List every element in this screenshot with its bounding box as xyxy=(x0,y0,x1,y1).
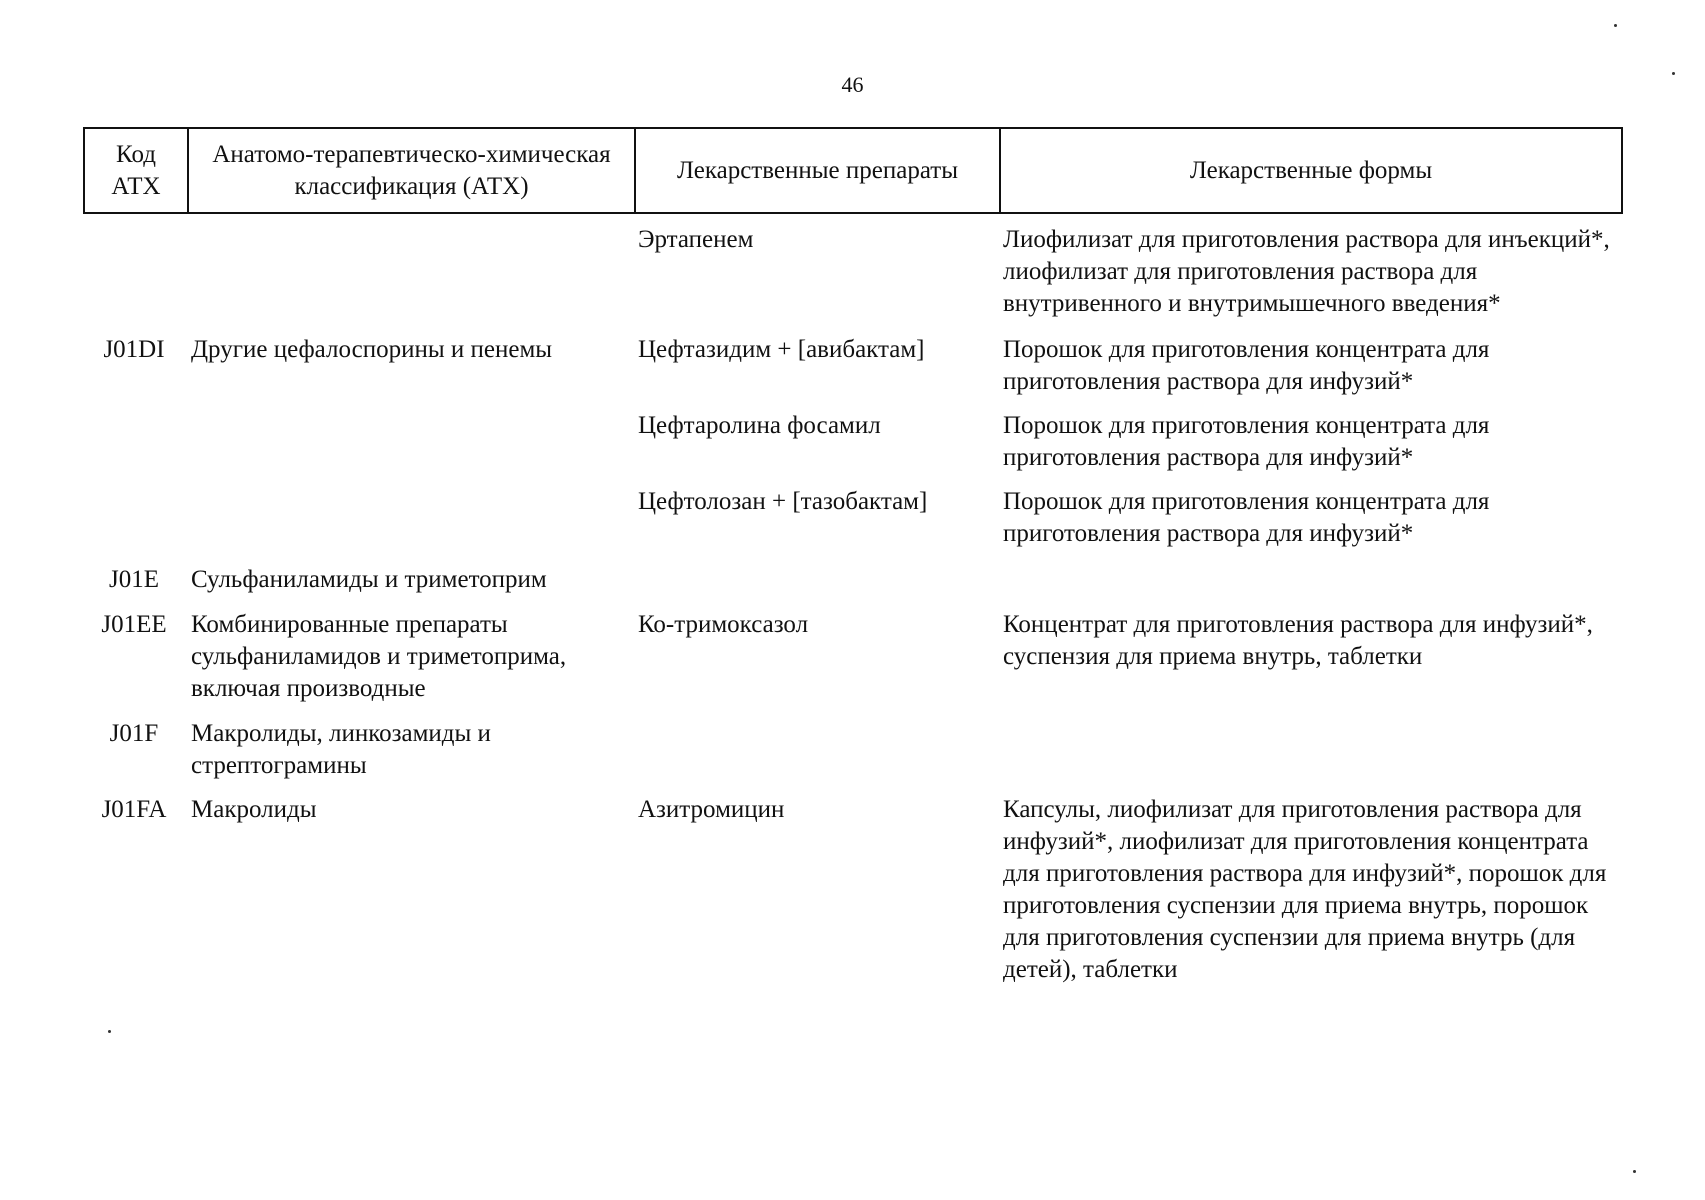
table-row xyxy=(83,718,1623,782)
dosage-forms: Концентрат для приготовления раствора для инфузий*, суспензия для приема внутрь, таблетки xyxy=(1003,611,1593,670)
drug-name: Цефтаролина фосамил xyxy=(638,412,881,439)
table-row xyxy=(83,334,1623,398)
table-row xyxy=(83,609,1623,705)
atc-code: J01EE xyxy=(101,611,167,638)
header-classification: Анатомо-терапевтическо-химическая классификация (АТХ) xyxy=(187,129,634,212)
dosage-forms: Порошок для приготовления концентрата для приготовления раствора для инфузий* xyxy=(1003,488,1490,547)
header-drugs: Лекарственные препараты xyxy=(634,129,999,212)
scan-speck xyxy=(1672,72,1675,75)
atc-classification: Макролиды xyxy=(191,796,317,823)
table-row xyxy=(83,564,1623,596)
dosage-forms: Порошок для приготовления концентрата для приготовления раствора для инфузий* xyxy=(1003,412,1490,471)
dosage-forms xyxy=(997,564,1623,596)
page-number: 46 xyxy=(841,72,864,97)
table-body xyxy=(83,214,1623,986)
table-row xyxy=(83,794,1623,986)
atc-classification: Комбинированные препараты сульфаниламидов и триметоприма, включая производные xyxy=(191,611,567,702)
drug-name: Цефтазидим + [авибактам] xyxy=(638,336,925,363)
atc-classification: Макролиды, линкозамиды и стрептограмины xyxy=(191,720,491,779)
drug-name xyxy=(632,564,997,596)
atc-classification: Другие цефалоспорины и пенемы xyxy=(191,336,553,363)
dosage-forms: Капсулы, лиофилизат для приготовления раствора для инфузий*, лиофилизат для приготовления концентрата для приготовления раствора для инфузий*, порошок для приготовления суспензии для приема внутрь, порошок для приготовления суспензии для приема внутрь (для детей), таблетки xyxy=(1003,796,1607,983)
table-header xyxy=(83,127,1623,214)
dosage-forms: Лиофилизат для приготовления раствора для инъекций*, лиофилизат для приготовления раствора для внутривенного и внутримышечного введения* xyxy=(1003,226,1610,317)
header-code: Код АТХ xyxy=(111,140,161,200)
drug-name xyxy=(632,718,997,782)
scan-speck xyxy=(1633,1170,1636,1173)
atc-code: J01E xyxy=(109,566,159,593)
table-row xyxy=(83,224,1623,320)
scan-speck xyxy=(108,1030,111,1033)
drug-name: Эртапенем xyxy=(638,226,754,253)
drug-name: Цефтолозан + [тазобактам] xyxy=(638,488,928,515)
atc-code: J01F xyxy=(109,720,159,747)
scan-speck xyxy=(1614,24,1617,27)
atc-code xyxy=(83,224,185,320)
atc-code xyxy=(83,410,185,474)
atc-classification xyxy=(185,410,632,474)
atc-classification: Сульфаниламиды и триметоприм xyxy=(191,566,547,593)
atc-code xyxy=(83,486,185,550)
drug-name: Азитромицин xyxy=(638,796,785,823)
atc-classification xyxy=(185,224,632,320)
drug-name: Ко-тримоксазол xyxy=(638,611,809,638)
header-forms: Лекарственные формы xyxy=(999,129,1621,212)
dosage-forms: Порошок для приготовления концентрата для приготовления раствора для инфузий* xyxy=(1003,336,1490,395)
atc-code: J01FA xyxy=(101,796,167,823)
atc-classification xyxy=(185,486,632,550)
dosage-forms xyxy=(997,718,1623,782)
table-row xyxy=(83,410,1623,474)
atc-code: J01DI xyxy=(103,336,165,363)
table-row xyxy=(83,486,1623,550)
